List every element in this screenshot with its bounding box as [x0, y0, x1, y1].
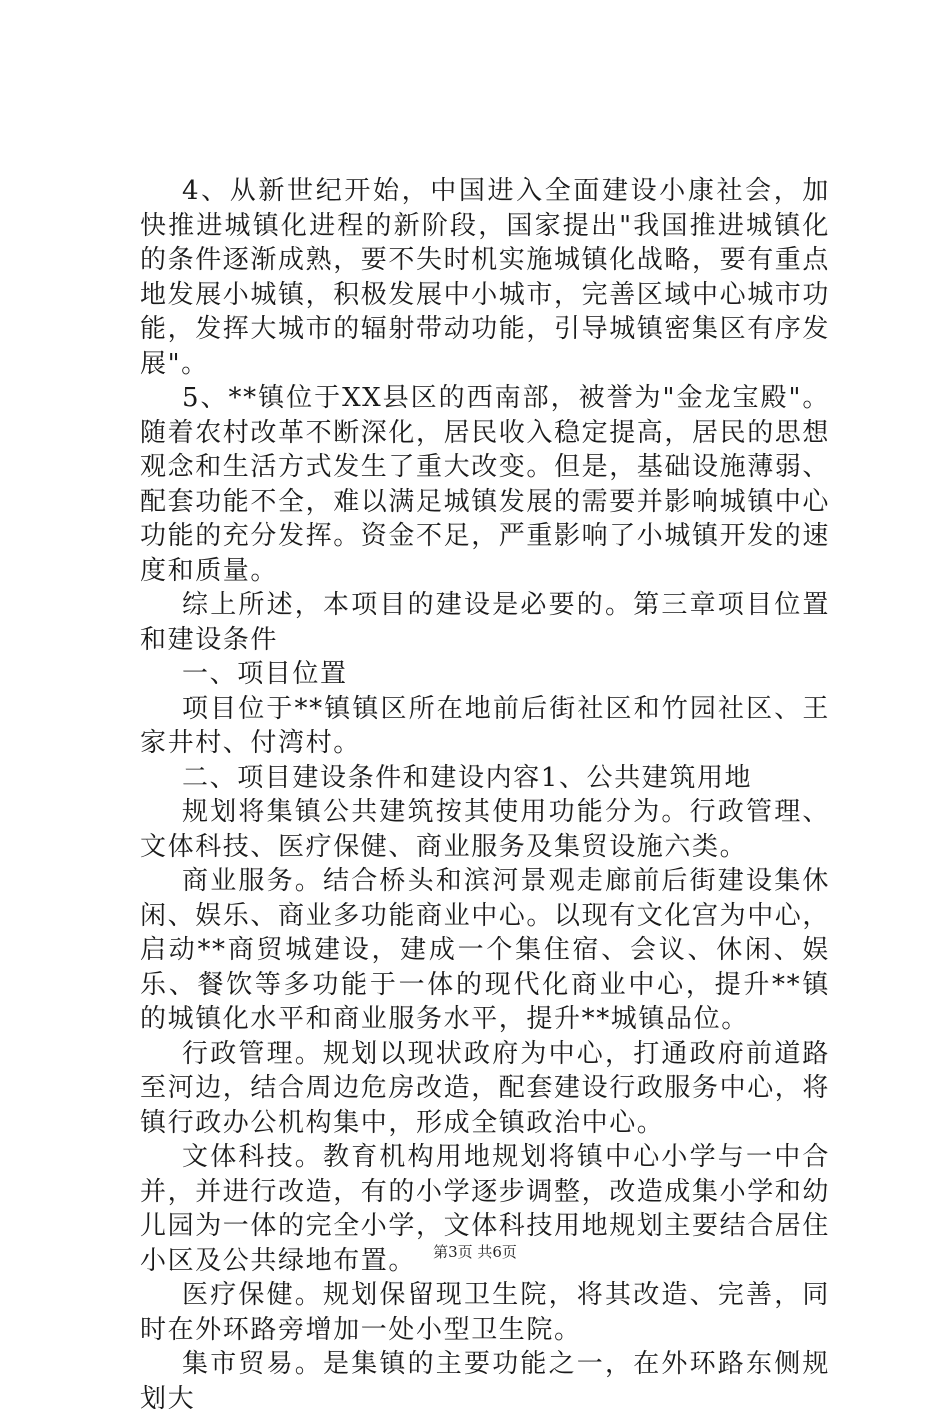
section-heading-construction-conditions: 二、项目建设条件和建设内容1、公共建筑用地 — [182, 762, 753, 793]
paragraph-project-location: 项目位于**镇镇区所在地前后街社区和竹园社区、王家井村、付湾村。 — [140, 693, 830, 758]
paragraph-culture-science: 文体科技。教育机构用地规划将镇中心小学与一中合并，并进行改造，有的小学逐步调整，改造成集小学和幼儿园为一体的完全小学，文体科技用地规划主要结合居住小区及公共绿地布置。 — [140, 1142, 831, 1276]
page-number-footer: 第3页 共6页 — [433, 1243, 517, 1261]
paragraph-market-trade: 集市贸易。是集镇的主要功能之一，在外环路东侧规划大 — [140, 1349, 830, 1414]
paragraph-public-building-categories: 规划将集镇公共建筑按其使用功能分为。行政管理、文体科技、医疗保健、商业服务及集贸设施六类。 — [140, 797, 830, 862]
paragraph-administration: 行政管理。规划以现状政府为中心，打通政府前道路至河边，结合周边危房改造，配套建设行政服务中心，将镇行政办公机构集中，形成全镇政治中心。 — [140, 1038, 831, 1138]
paragraph-item-4-urbanization-policy: 4、从新世纪开始，中国进入全面建设小康社会，加快推进城镇化进程的新阶段，国家提出"我国推进城镇化的条件逐渐成熟，要不失时机实施城镇化战略，要有重点地发展小城镇，积极发展中小城市，完善区域中心城市功能，发挥大城市的辐射带动功能，引导城镇密集区有序发展"。 — [140, 176, 831, 379]
paragraph-commercial-services: 商业服务。结合桥头和滨河景观走廊前后街建设集休闲、娱乐、商业多功能商业中心。以现有文化宫为中心，启动**商贸城建设，建成一个集住宿、会议、休闲、娱乐、餐饮等多功能于一体的现代化商业中心，提升**镇的城镇化水平和商业服务水平，提升**城镇品位。 — [140, 866, 831, 1034]
paragraph-healthcare: 医疗保健。规划保留现卫生院，将其改造、完善，同时在外环路旁增加一处小型卫生院。 — [140, 1280, 830, 1345]
section-heading-project-location: 一、项目位置 — [182, 659, 348, 689]
document-body — [140, 174, 830, 1416]
paragraph-item-5-town-overview: 5、**镇位于XX县区的西南部，被誉为"金龙宝殿"。随着农村改革不断深化，居民收入稳定提高，居民的思想观念和生活方式发生了重大改变。但是，基础设施薄弱、配套功能不全，难以满足城镇发展的需要并影响城镇中心功能的充分发挥。资金不足，严重影响了小城镇开发的速度和质量。 — [140, 383, 831, 586]
paragraph-summary-chapter-three: 综上所述，本项目的建设是必要的。第三章项目位置和建设条件 — [140, 590, 830, 655]
